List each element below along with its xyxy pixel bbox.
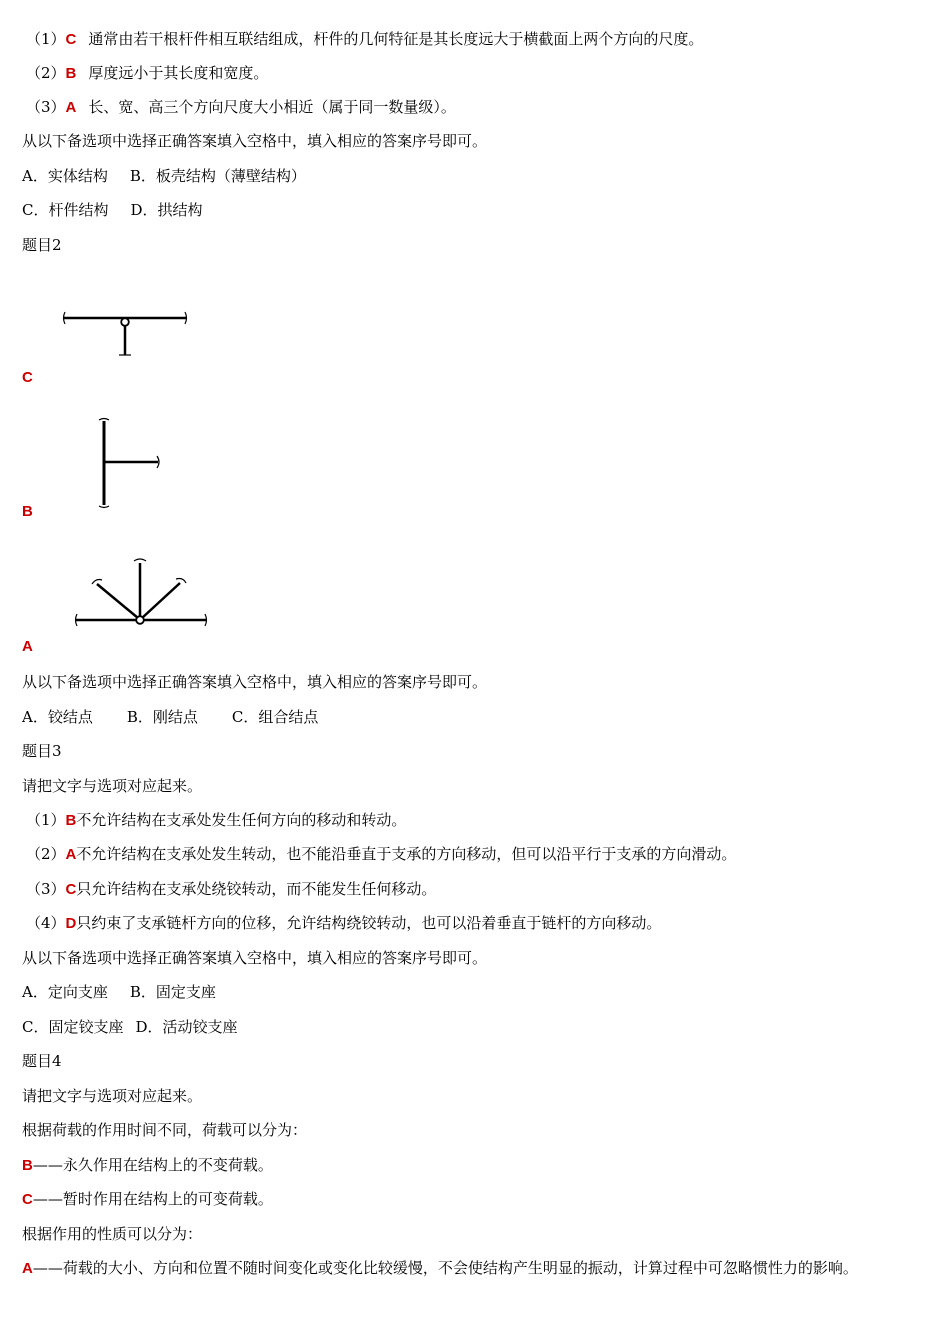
q3-item-3 [26, 879, 436, 899]
q4-intro-nature: 根据作用的性质可以分为： [22, 1225, 203, 1243]
item-text: 只允许结构在支承处绕铰转动，而不能发生任何移动。 [76, 880, 437, 898]
item-answer: A [22, 1260, 33, 1277]
joint-figure-rigid [90, 415, 170, 510]
q3-item-4 [26, 913, 661, 933]
q3-title: 题目3 [22, 742, 62, 760]
figure-label-c: C [22, 369, 33, 386]
q1-instruction: 从以下备选项中选择正确答案填入空格中，填入相应的答案序号即可。 [22, 132, 488, 150]
q2-instruction: 从以下备选项中选择正确答案填入空格中，填入相应的答案序号即可。 [22, 673, 488, 691]
item-answer: A [65, 846, 77, 863]
option: A．铰结点 [22, 708, 93, 726]
q4-intro-duration: 根据荷载的作用时间不同，荷载可以分为： [22, 1121, 308, 1139]
q3-options-row-1 [22, 982, 216, 1002]
item-text: 不允许结构在支承处发生转动，也不能沿垂直于支承的方向移动，但可以沿平行于支承的方向滑动。 [76, 845, 737, 863]
item-text: 长、宽、高三个方向尺度大小相近（属于同一数量级）。 [88, 98, 456, 116]
option: D．拱结构 [130, 201, 203, 219]
q1-item-2 [26, 63, 268, 83]
option: A．实体结构 [22, 167, 108, 185]
option: B．固定支座 [129, 983, 216, 1001]
q3-prompt: 请把文字与选项对应起来。 [22, 777, 203, 795]
q4-item-permanent [22, 1155, 273, 1175]
item-number: （2） [26, 845, 66, 863]
item-text: 通常由若干根杆件相互联结组成，杆件的几何特征是其长度远大于横截面上两个方向的尺度。 [88, 30, 704, 48]
item-text: 只约束了支承链杆方向的位移，允许结构绕铰转动，也可以沿着垂直于链杆的方向移动。 [76, 914, 662, 932]
option: B．板壳结构（薄壁结构） [129, 167, 306, 185]
joint-figure-hinge [68, 555, 218, 635]
item-text: ——荷载的大小、方向和位置不随时间变化或变化比较缓慢，不会使结构产生明显的振动，计算过程中可忽略惯性力的影响。 [32, 1259, 858, 1277]
item-answer: C [65, 31, 77, 48]
item-number: （2） [26, 64, 66, 82]
item-answer: C [65, 881, 77, 898]
figure-label-a: A [22, 638, 33, 655]
q1-options-row-2 [22, 200, 203, 220]
q2-title: 题目2 [22, 236, 62, 254]
item-text: ——永久作用在结构上的不变荷载。 [32, 1156, 273, 1174]
item-number: （3） [26, 880, 66, 898]
q1-options-row-1 [22, 166, 306, 186]
q1-item-3 [26, 97, 456, 117]
item-answer: B [65, 65, 77, 82]
item-answer: B [65, 812, 77, 829]
option: D．活动铰支座 [135, 1018, 238, 1036]
q3-instruction: 从以下备选项中选择正确答案填入空格中，填入相应的答案序号即可。 [22, 949, 488, 967]
q4-item-static [22, 1251, 932, 1286]
item-number: （1） [26, 811, 66, 829]
item-answer: C [22, 1191, 33, 1208]
option: C．杆件结构 [22, 201, 109, 219]
q2-options-row [22, 707, 318, 727]
joint-figure-combined [58, 305, 198, 365]
q3-item-1 [26, 810, 406, 830]
q1-item-1 [26, 29, 703, 49]
q3-item-2 [26, 844, 736, 864]
q4-title: 题目4 [22, 1052, 62, 1070]
item-text: ——暂时作用在结构上的可变荷载。 [32, 1190, 273, 1208]
item-answer: D [65, 915, 77, 932]
option: A．定向支座 [22, 983, 108, 1001]
item-number: （4） [26, 914, 66, 932]
item-number: （3） [26, 98, 66, 116]
item-text: 不允许结构在支承处发生任何方向的移动和转动。 [76, 811, 407, 829]
item-answer: B [22, 1157, 33, 1174]
q4-item-variable [22, 1189, 273, 1209]
option: C．固定铰支座 [22, 1018, 124, 1036]
item-answer: A [65, 99, 77, 116]
item-text: 厚度远小于其长度和宽度。 [88, 64, 269, 82]
item-number: （1） [26, 30, 66, 48]
figure-label-b: B [22, 503, 33, 520]
q3-options-row-2 [22, 1017, 238, 1037]
q4-prompt: 请把文字与选项对应起来。 [22, 1087, 203, 1105]
option: B．刚结点 [126, 708, 198, 726]
option: C．组合结点 [231, 708, 319, 726]
